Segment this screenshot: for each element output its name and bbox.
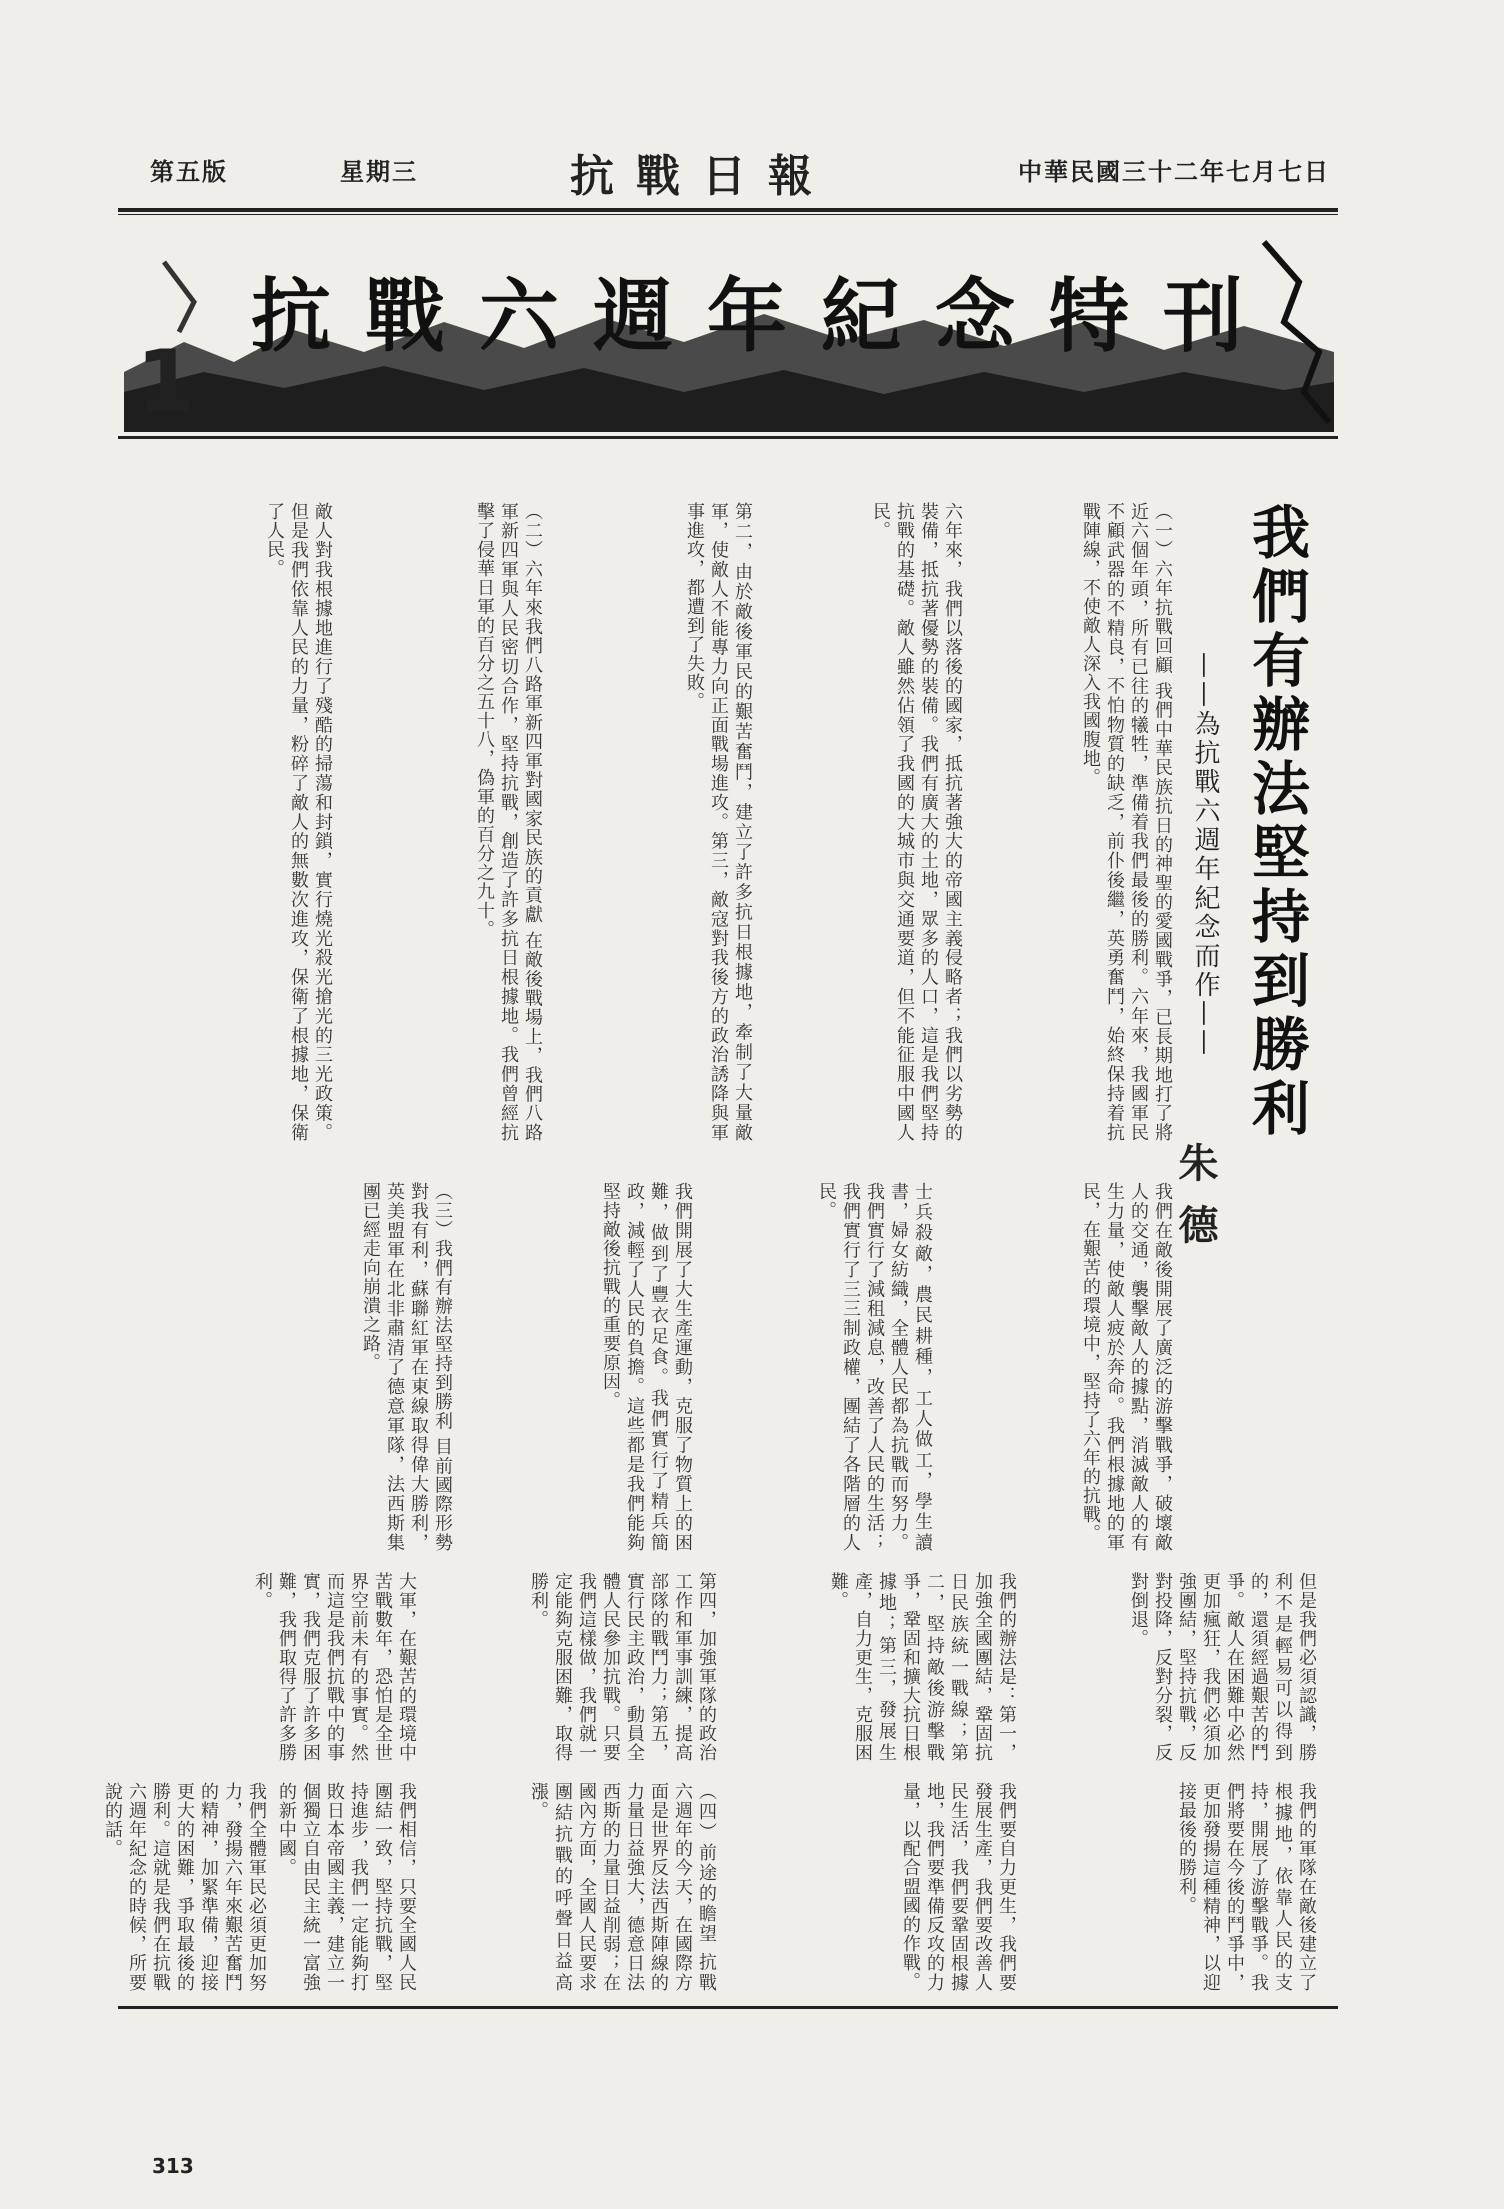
article-column: （三）我們有辦法堅持到勝利 目前國際形勢對我有利，蘇聯紅軍在東線取得偉大勝利，英美盟軍在北非肅清了德意軍隊，法西斯集團已經走向崩潰之路。 <box>360 1182 453 1552</box>
article-column: （四）前途的瞻望 抗戰六週年的今天，在國際方面是世界反法西斯陣線的力量日益強大，德意日法西斯的力量日益削弱；在國內方面，全國人民要求團結抗戰的呼聲日益高漲。 <box>528 1782 717 1992</box>
masthead: 抗戰日報 <box>570 151 834 202</box>
header-rule <box>118 208 1338 212</box>
article-column: 我們要自力更生，我們要發展生產，我們要改善人民生活，我們要鞏固根據地，我們要準備反攻的力量，以配合盟國的作戰。 <box>900 1782 1017 1992</box>
article-column: 我們在敵後開展了廣泛的游擊戰爭，破壞敵人的交通，襲擊敵人的據點，消滅敵人的有生力量，使敵人疲於奔命。我們根據地的軍民，在艱苦的環境中，堅持了六年的抗戰。 <box>1080 1182 1173 1552</box>
edition-label: 第五版 <box>150 157 228 186</box>
article-column: 我們的辦法是：第一，加強全國團結，鞏固抗日民族統一戰線；第二，堅持敵後游擊戰爭，鞏固和擴大抗日根據地；第三，發展生產，自力更生，克服困難。 <box>828 1572 1017 1762</box>
article-column: 士兵殺敵，農民耕種，工人做工，學生讀書，婦女紡織，全體人民都為抗戰而努力。我們實行了減租減息，改善了人民的生活；我們實行了三三制政權，團結了各階層的人民。 <box>816 1182 933 1552</box>
article-column: （一）六年抗戰回顧 我們中華民族抗日的神聖的愛國戰爭，已長期地打了將近六個年頭，所有已往的犧牲，準備着我們最後的勝利。六年來，我國軍民不顧武器的不精良，不怕物質的缺乏，前仆後繼，英勇奮鬥，始終保持着抗戰陣線，不使敵人深入我國腹地。 <box>1080 502 1173 1142</box>
page-header <box>150 140 1330 200</box>
banner-title: 抗戰六週年紀念特刊 <box>251 269 1277 363</box>
banner <box>124 222 1334 432</box>
article-column: 但是我們必須認識，勝利不是輕易可以得到的，還須經過艱苦的鬥爭。敵人在困難中必然更加瘋狂，我們必須加強團結，堅持抗戰，反對投降，反對分裂，反對倒退。 <box>1128 1572 1317 1762</box>
article-column: 大軍，在艱苦的環境中苦戰數年，恐怕是全世界空前未有的事實。然而這是我們抗戰中的事實，我們克服了許多困難，我們取得了許多勝利。 <box>252 1572 417 1762</box>
weekday-label: 星期三 <box>340 157 418 186</box>
footer-rule <box>118 2006 1338 2009</box>
article-column: 我們開展了大生產運動，克服了物質上的困難，做到了豐衣足食。我們實行了精兵簡政，減輕了人民的負擔。這些都是我們能夠堅持敵後抗戰的重要原因。 <box>600 1182 693 1552</box>
banner-rule <box>118 436 1338 439</box>
article-subtitle: ——為抗戰六週年紀念而作—— <box>1190 652 1220 1058</box>
article-author: 朱德 <box>1172 1142 1219 1266</box>
article-column: 第二，由於敵後軍民的艱苦奮鬥，建立了許多抗日根據地，牽制了大量敵軍，使敵人不能專力向正面戰場進攻。第三，敵寇對我後方的政治誘降與軍事進攻，都遭到了失敗。 <box>684 502 753 1142</box>
article-column: 第四，加強軍隊的政治工作和軍事訓練，提高部隊的戰鬥力；第五，實行民主政治，動員全體人民參加抗戰。只要我們這樣做，我們就一定能夠克服困難，取得勝利。 <box>528 1572 717 1762</box>
issue-badge: 1 <box>136 332 196 432</box>
date-label: 中華民國三十二年七月七日 <box>1018 157 1330 186</box>
article-title: 我們有辦法堅持到勝利 <box>1242 502 1310 1142</box>
article-column: （二）六年來我們八路軍新四軍對國家民族的貢獻 在敵後戰場上，我們八路軍新四軍與人民密切合作，堅持抗戰，創造了許多抗日根據地。我們曾經抗擊了侵華日軍的百分之五十八，偽軍的百分之九十。 <box>474 502 543 1142</box>
article-column: 六年來，我們以落後的國家，抵抗著強大的帝國主義侵略者；我們以劣勢的裝備，抵抗著優勢的裝備。我們有廣大的土地，眾多的人口，這是我們堅持抗戰的基礎。敵人雖然佔領了我國的大城市與交通要道，但不能征服中國人民。 <box>870 502 963 1142</box>
article-column: 我們的軍隊在敵後建立了根據地，依靠人民的支持，開展了游擊戰爭。我們將要在今後的鬥爭中，更加發揚這種精神，以迎接最後的勝利。 <box>1176 1782 1317 1992</box>
header-rule-thin <box>118 214 1338 215</box>
article-column: 敵人對我根據地進行了殘酷的掃蕩和封鎖，實行燒光殺光搶光的三光政策。但是我們依靠人民的力量，粉碎了敵人的無數次進攻，保衛了根據地，保衛了人民。 <box>264 502 333 1142</box>
article <box>102 442 1334 2002</box>
article-column: 我們全體軍民必須更加努力，發揚六年來艱苦奮鬥的精神，加緊準備，迎接更大的困難，爭取最後的勝利。這就是我們在抗戰六週年紀念的時候，所要說的話。 <box>102 1782 267 1992</box>
page-number: 313 <box>152 2154 194 2178</box>
article-column: 我們相信，只要全國人民團結一致，堅持抗戰，堅持進步，我們一定能夠打敗日本帝國主義，建立一個獨立自由民主統一富強的新中國。 <box>276 1782 417 1992</box>
